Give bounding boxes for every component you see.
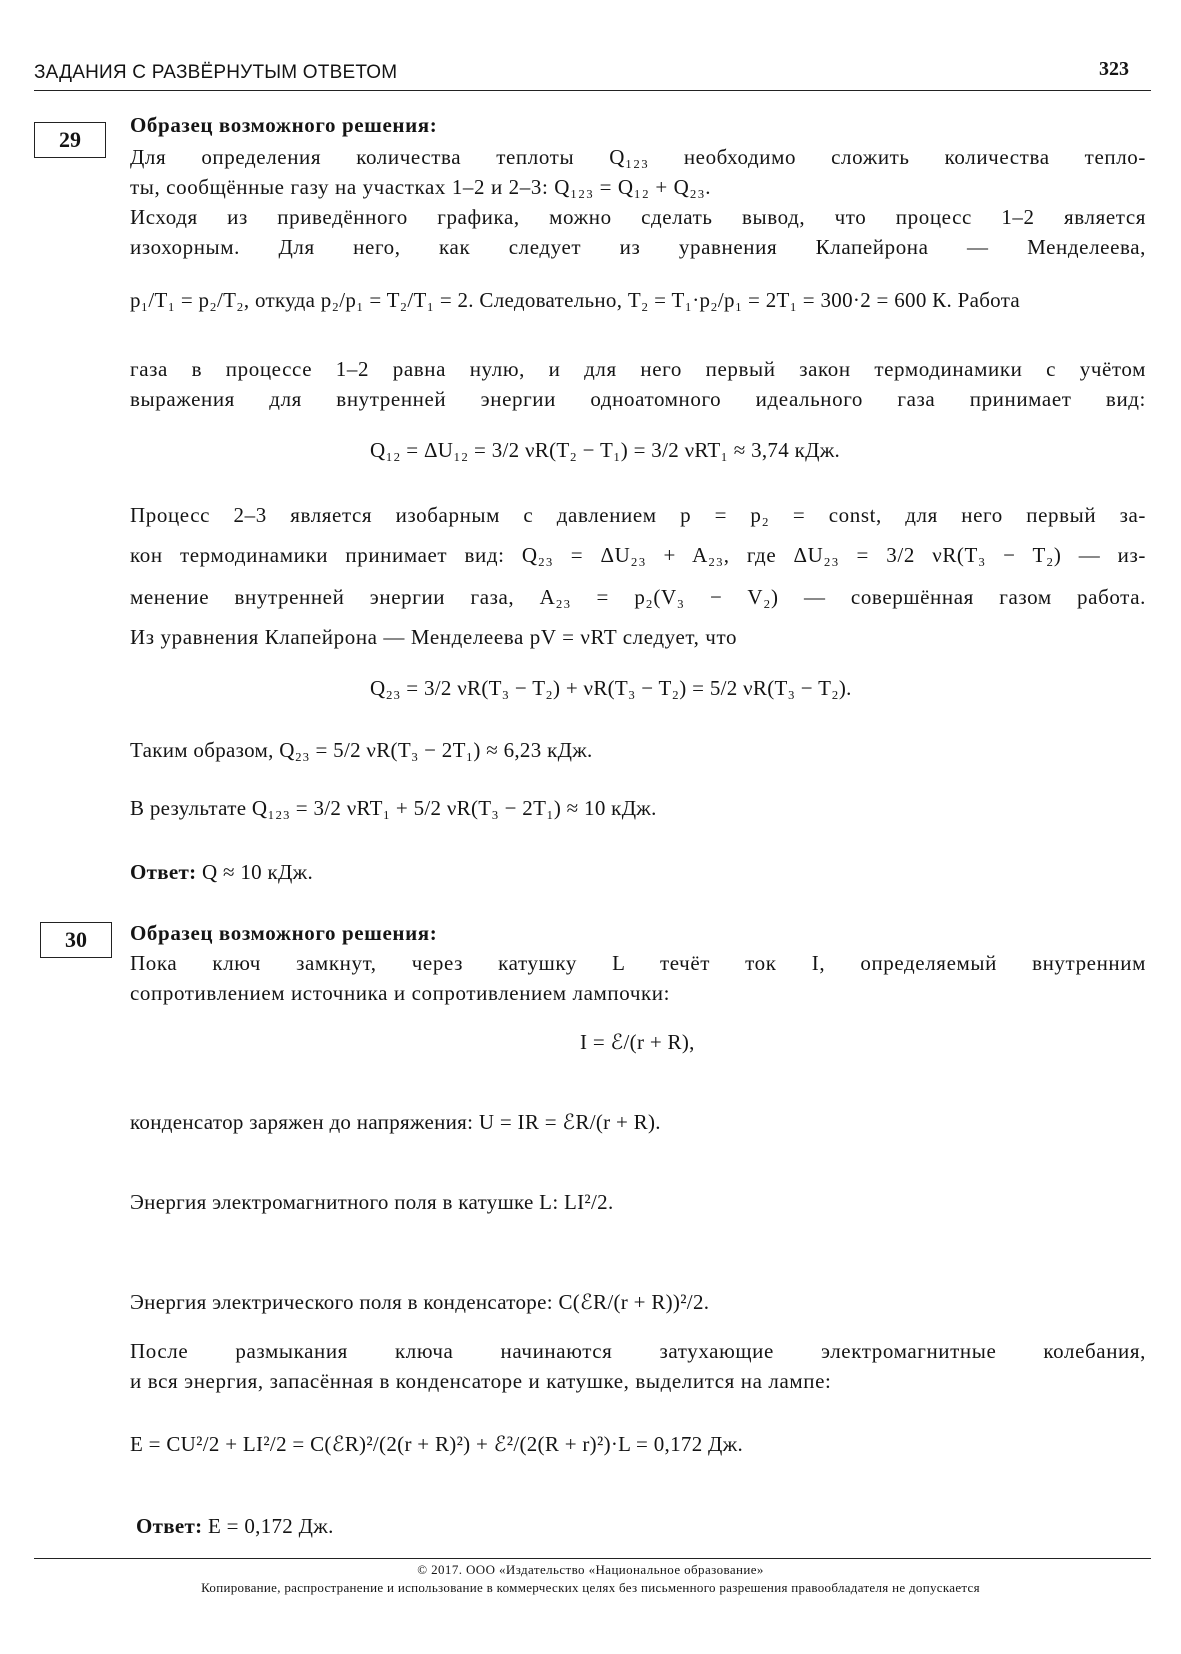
task-29-p4-line2: кон термодинамики принимает вид: Q₂₃ = ΔU₂₃ + A₂₃, где ΔU₂₃ = 3/2 νR(T₃ − T₂) — из- [130,543,1146,567]
task-30-number: 30 [40,922,112,958]
task-29-p2-line1: Исходя из приведённого графика, можно сделать вывод, что процесс 1–2 является [130,205,1146,229]
task-30-cap-energy-line [130,1290,709,1315]
task-29-p2-line2: изохорным. Для него, как следует из уравнения Клапейрона — Менделеева, [130,235,1146,259]
task-29-p4-line3: менение внутренней энергии газа, A₂₃ = p₂(V₃ − V₂) — совершённая газом работа. [130,585,1146,609]
task-30-coil-line [130,1190,614,1215]
task-29-heading: Образец возможного решения: [130,113,438,137]
header-divider [34,90,1151,91]
section-title: ЗАДАНИЯ С РАЗВЁРНУТЫМ ОТВЕТОМ [34,62,398,83]
task-29-number: 29 [34,122,106,158]
task-30-eq-coil-energy: LI²/2. [564,1190,614,1214]
task-30-p1-line1: Пока ключ замкнут, через катушку L течёт ток I, определяемый внутренним [130,951,1146,975]
task-29-eq-claperon: p₁/T₁ = p₂/T₂, откуда p₂/p₁ = T₂/T₁ = 2. Следовательно, T₂ = T₁·p₂/p₁ = 2T₁ = 300·2 = 600 К. Работа [130,288,1021,312]
task-29-p3-line2: выражения для внутренней энергии одноатомного идеального газа принимает вид: [130,387,1146,411]
task-30-answer-label: Ответ: [136,1514,203,1538]
task-30-p2-line2: и вся энергия, запасённая в конденсаторе и катушке, выделится на лампе: [130,1369,832,1393]
task-30-answer [136,1514,334,1539]
task-30-eq-current: I = ℰ/(r + R), [580,1030,695,1054]
task-30-cap-energy-text: Энергия электрического поля в конденсаторе: [130,1290,553,1314]
task-29-p1-line2: ты, сообщённые газу на участках 1–2 и 2–3: Q₁₂₃ = Q₁₂ + Q₂₃. [130,175,712,199]
task-29-thus-line [130,738,593,763]
footer-notice: Копирование, распространение и использование в коммерческих целях без письменного разрешения правообладателя не допускается [201,1580,980,1595]
task-29-eq-q12: Q₁₂ = ΔU₁₂ = 3/2 νR(T₂ − T₁) = 3/2 νRT₁ ≈ 3,74 кДж. [370,438,841,462]
task-30-eq-total: E = CU²/2 + LI²/2 = C(ℰR)²/(2(r + R)²) + ℰ²/(2(R + r)²)·L = 0,172 Дж. [130,1432,744,1456]
task-29-answer [130,860,313,885]
task-30-p2-line1: После размыкания ключа начинаются затухающие электромагнитные колебания, [130,1339,1146,1363]
task-30-answer-value: E = 0,172 Дж. [207,1514,334,1538]
task-29-result-line [130,796,657,821]
task-30-heading: Образец возможного решения: [130,921,438,945]
footer-divider [34,1558,1151,1559]
task-30-coil-text: Энергия электромагнитного поля в катушке L: [130,1190,559,1214]
task-29-eq-q23-value: Q₂₃ = 5/2 νR(T₃ − 2T₁) ≈ 6,23 кДж. [279,738,593,762]
task-30-p1-line2: сопротивлением источника и сопротивлением лампочки: [130,981,671,1005]
task-29-p4-line1: Процесс 2–3 является изобарным с давлением p = p₂ = const, для него первый за- [130,503,1146,527]
task-29-answer-value: Q ≈ 10 кДж. [201,860,314,884]
task-30-cap-text: конденсатор заряжен до напряжения: [130,1110,474,1134]
task-29-p4-line4: Из уравнения Клапейрона — Менделеева pV = νRT следует, что [130,625,738,649]
task-30-eq-cap-energy: C(ℰR/(r + R))²/2. [558,1290,710,1314]
task-29-thus-text: Таким образом, [130,738,274,762]
page-number: 323 [1099,58,1129,80]
task-29-p3-line1: газа в процессе 1–2 равна нулю, и для него первый закон термодинамики с учётом [130,357,1146,381]
task-29-eq-q123: Q₁₂₃ = 3/2 νRT₁ + 5/2 νR(T₃ − 2T₁) ≈ 10 кДж. [251,796,657,820]
task-29-answer-label: Ответ: [130,860,197,884]
task-29-eq-q23: Q₂₃ = 3/2 νR(T₃ − T₂) + νR(T₃ − T₂) = 5/2 νR(T₃ − T₂). [370,676,852,700]
task-30-voltage-line [130,1110,661,1135]
task-29-result-text: В результате [130,796,247,820]
task-30-eq-voltage: U = IR = ℰR/(r + R). [478,1110,661,1134]
task-29-p1-line1: Для определения количества теплоты Q₁₂₃ необходимо сложить количества тепло- [130,145,1146,169]
footer-copyright: © 2017. ООО «Издательство «Национальное образование» [417,1562,764,1577]
